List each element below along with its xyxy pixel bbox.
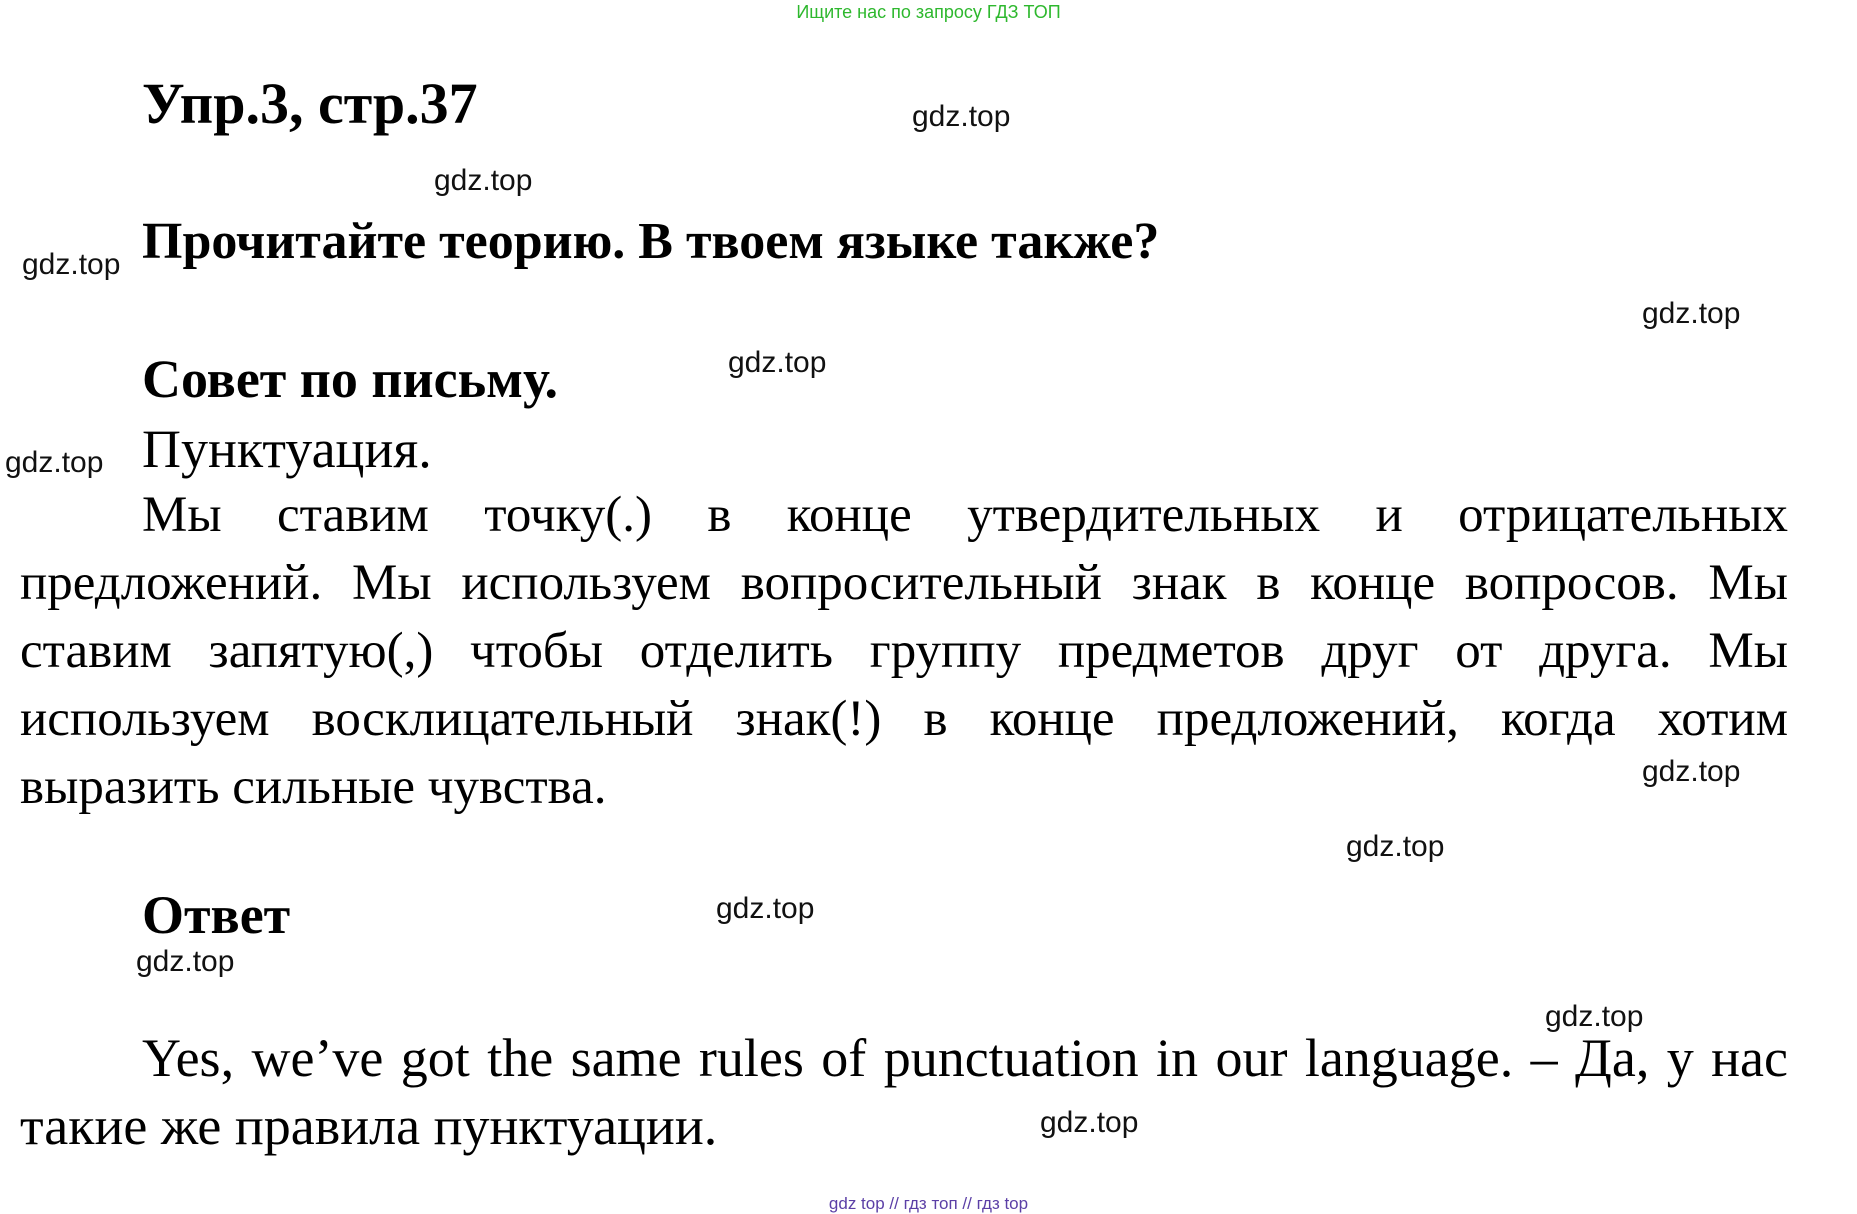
advice-heading: Совет по письму. bbox=[142, 349, 559, 409]
watermark: gdz.top bbox=[434, 164, 533, 197]
search-hint-link[interactable]: Ищите нас по запросу ГДЗ ТОП bbox=[796, 2, 1061, 22]
watermark: gdz.top bbox=[1642, 755, 1741, 788]
watermark: gdz.top bbox=[912, 100, 1011, 133]
theory-paragraph: Мы ставим точку(.) в конце утвердительных и отрицательных предложений. Мы используем вопросительный знак в конце вопросов. Мы ставим запятую(,) чтобы отделить группу предметов друг от друга. Мы используем восклицательный знак(!) в конце предложений, когда хотим выразить сильные чувства. bbox=[20, 487, 1788, 815]
punctuation-subtitle: Пунктуация. bbox=[142, 419, 432, 479]
watermark: gdz.top bbox=[716, 892, 815, 925]
watermark: gdz.top bbox=[136, 945, 235, 978]
watermark: gdz.top bbox=[1040, 1106, 1139, 1139]
watermark: gdz.top bbox=[1346, 830, 1445, 863]
answer-heading: Ответ bbox=[142, 885, 291, 945]
watermark: gdz.top bbox=[728, 346, 827, 379]
watermark: gdz.top bbox=[1545, 1000, 1644, 1033]
watermark: gdz.top bbox=[5, 446, 104, 479]
task-text: Прочитайте теорию. В твоем языке также? bbox=[142, 213, 1160, 270]
watermark: gdz.top bbox=[1642, 297, 1741, 330]
exercise-title: Упр.3, стр.37 bbox=[142, 71, 478, 136]
footer-links[interactable]: gdz top // гдз топ // гдз top bbox=[828, 1194, 1029, 1213]
watermark: gdz.top bbox=[22, 248, 121, 281]
answer-paragraph: Yes, we’ve got the same rules of punctuation in our language. – Да, у нас такие же правила пунктуации. bbox=[20, 1028, 1788, 1156]
